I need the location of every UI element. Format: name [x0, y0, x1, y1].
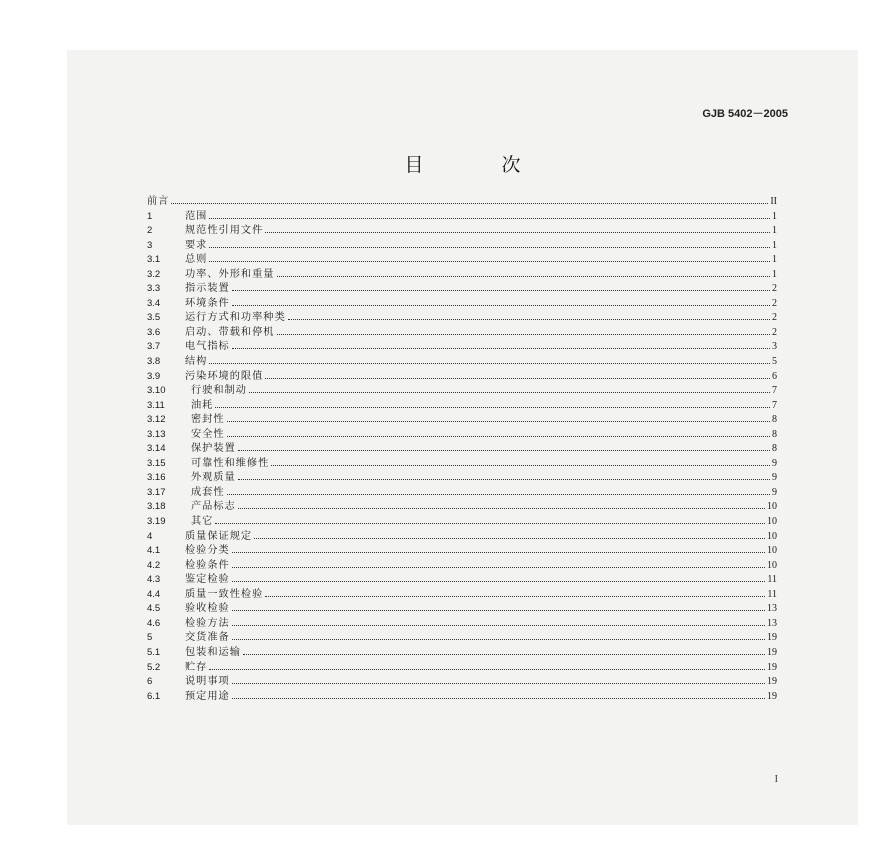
- dot-leader: [265, 378, 770, 379]
- toc-entry-label: 总则: [185, 254, 208, 266]
- toc-entry-number: 3.8: [147, 356, 161, 368]
- toc-entry-page: 8: [772, 443, 777, 455]
- page-title: 目 次: [404, 154, 557, 176]
- dot-leader: [227, 494, 770, 495]
- toc-entry: [147, 457, 777, 472]
- toc-entry-page: 19: [767, 646, 777, 658]
- toc-entry-number: 5.2: [147, 661, 161, 673]
- toc-entry-label: 检验分类: [185, 545, 230, 557]
- dot-leader: [209, 218, 770, 219]
- toc-entry-label: 交货准备: [185, 632, 230, 644]
- toc-entry: [147, 428, 777, 443]
- toc-entry-page: 10: [767, 501, 777, 513]
- toc-entry-page: 13: [767, 617, 777, 629]
- toc-entry-page: 1: [772, 239, 777, 251]
- toc-entry: [147, 282, 777, 297]
- dot-leader: [254, 538, 765, 539]
- toc-entry-label: 保护装置: [191, 443, 236, 455]
- page-number: I: [774, 774, 778, 785]
- toc-entry-label: 环境条件: [185, 297, 230, 309]
- toc-entry-number: 3.11: [147, 399, 165, 411]
- toc-entry: [147, 413, 777, 428]
- toc-entry-page: 1: [772, 254, 777, 266]
- toc-entry-number: 3.10: [147, 385, 166, 397]
- toc-entry-page: 10: [767, 516, 777, 528]
- toc-entry-page: 10: [767, 545, 777, 557]
- toc-entry-label: 预定用途: [185, 690, 230, 702]
- dot-leader: [232, 305, 770, 306]
- dot-leader: [232, 639, 765, 640]
- standard-code: GJB 5402－2005: [702, 108, 788, 120]
- toc-entry-label: 范围: [185, 210, 208, 222]
- toc-entry-page: 1: [772, 210, 777, 222]
- toc-entry-label: 运行方式和功率种类: [185, 312, 286, 324]
- toc-entry-label: 检验方法: [185, 617, 230, 629]
- toc-entry-label: 功率、外形和重量: [185, 268, 275, 280]
- toc-entry-number: 3: [147, 239, 153, 251]
- dot-leader: [171, 203, 768, 204]
- toc-entry-number: 1: [147, 210, 153, 222]
- toc-entry-number: 4.1: [147, 545, 161, 557]
- dot-leader: [232, 698, 765, 699]
- dot-leader: [227, 421, 770, 422]
- toc-entry-page: 19: [767, 661, 777, 673]
- dot-leader: [232, 567, 765, 568]
- toc-entry: [147, 559, 777, 574]
- toc-entry-page: 5: [772, 356, 777, 368]
- toc-entry-page: 2: [772, 283, 777, 295]
- dot-leader: [271, 465, 770, 466]
- toc-entry: [147, 311, 777, 326]
- toc-entry: [147, 210, 777, 225]
- dot-leader: [277, 334, 771, 335]
- toc-entry: [147, 326, 777, 341]
- toc-entry: [147, 297, 777, 312]
- dot-leader: [232, 290, 770, 291]
- toc-entry: [147, 239, 777, 254]
- toc-entry-page: 2: [772, 326, 777, 338]
- toc-entry-label: 说明事项: [185, 676, 230, 688]
- toc-entry-page: 7: [772, 399, 777, 411]
- toc-entry-label: 产品标志: [191, 501, 236, 513]
- toc-entry: [147, 544, 777, 559]
- dot-leader: [232, 581, 766, 582]
- toc-entry-number: 3.12: [147, 414, 166, 426]
- toc-entry-number: 2: [147, 225, 153, 237]
- toc-entry-number: 3.18: [147, 501, 166, 513]
- toc-entry-page: 2: [772, 297, 777, 309]
- toc-entry-label: 指示装置: [185, 283, 230, 295]
- dot-leader: [209, 363, 770, 364]
- toc-entry-number: 3.3: [147, 283, 161, 295]
- toc-entry-label: 可靠性和维修性: [191, 457, 270, 469]
- dot-leader: [209, 247, 770, 248]
- dot-leader: [232, 625, 765, 626]
- dot-leader: [238, 479, 770, 480]
- toc-entry-number: 3.17: [147, 486, 166, 498]
- toc-entry-page: 19: [767, 632, 777, 644]
- toc-entry-label: 检验条件: [185, 559, 230, 571]
- dot-leader: [243, 654, 765, 655]
- toc-entry-number: 4.2: [147, 559, 161, 571]
- toc-entry: [147, 617, 777, 632]
- toc-entry: [147, 384, 777, 399]
- toc-entry-label: 污染环境的限值: [185, 370, 264, 382]
- toc-entry-number: 4.6: [147, 617, 161, 629]
- toc-entry-number: 4.4: [147, 588, 161, 600]
- toc-entry-number: 5.1: [147, 646, 161, 658]
- toc-entry-page: 9: [772, 472, 777, 484]
- dot-leader: [209, 669, 765, 670]
- toc-entry-page: II: [770, 196, 777, 207]
- toc-entry: [147, 675, 777, 690]
- toc-entry-page: 8: [772, 428, 777, 440]
- toc-entry: [147, 515, 777, 530]
- toc-entry-number: 4.5: [147, 603, 161, 615]
- toc-entry-page: 11: [767, 574, 777, 586]
- toc-entry-number: 3.16: [147, 472, 166, 484]
- toc-entry: [147, 573, 777, 588]
- dot-leader: [265, 596, 765, 597]
- toc-entry: [147, 500, 777, 515]
- toc-entry: [147, 631, 777, 646]
- toc-entry: [147, 442, 777, 457]
- toc-entry-page: 2: [772, 312, 777, 324]
- table-of-contents: [147, 195, 777, 704]
- toc-entry-number: 3.5: [147, 312, 161, 324]
- toc-entry: [147, 268, 777, 283]
- toc-entry-number: 3.4: [147, 297, 161, 309]
- toc-entry-label: 成套性: [191, 486, 225, 498]
- toc-entry: [147, 253, 777, 268]
- toc-entry-label: 其它: [191, 516, 214, 528]
- toc-entry: [147, 340, 777, 355]
- toc-entry: [147, 486, 777, 501]
- toc-entry-label: 质量保证规定: [185, 530, 253, 542]
- toc-entry-label: 启动、带载和停机: [185, 326, 275, 338]
- toc-entry-label: 规范性引用文件: [185, 225, 264, 237]
- toc-entry-label: 行驶和制动: [191, 385, 247, 397]
- toc-entry-number: 3.9: [147, 370, 161, 382]
- toc-entry-number: 4: [147, 530, 153, 542]
- toc-entry-number: 3.6: [147, 326, 161, 338]
- toc-entry: [147, 195, 777, 210]
- toc-entry-label: 前言: [147, 196, 170, 207]
- dot-leader: [209, 261, 770, 262]
- toc-entry-label: 鉴定检验: [185, 574, 230, 586]
- toc-entry-number: 3.19: [147, 516, 166, 528]
- toc-entry: [147, 471, 777, 486]
- toc-entry-page: 8: [772, 414, 777, 426]
- toc-entry-page: 11: [767, 588, 777, 600]
- dot-leader: [227, 436, 770, 437]
- document-page: [67, 50, 858, 825]
- toc-entry-number: 3.1: [147, 254, 161, 266]
- toc-entry-label: 密封性: [191, 414, 225, 426]
- toc-entry-label: 油耗: [191, 399, 214, 411]
- toc-entry-number: 3.14: [147, 443, 166, 455]
- toc-entry-page: 19: [767, 690, 777, 702]
- toc-entry-number: 3.2: [147, 268, 161, 280]
- toc-entry-page: 6: [772, 370, 777, 382]
- dot-leader: [265, 232, 770, 233]
- toc-entry-number: 4.3: [147, 574, 161, 586]
- toc-entry: [147, 602, 777, 617]
- toc-entry-label: 安全性: [191, 428, 225, 440]
- toc-entry-page: 7: [772, 385, 777, 397]
- toc-entry-page: 10: [767, 559, 777, 571]
- toc-entry-number: 3.13: [147, 428, 166, 440]
- toc-entry-page: 1: [772, 268, 777, 280]
- toc-entry-label: 包装和运输: [185, 646, 241, 658]
- toc-entry: [147, 224, 777, 239]
- dot-leader: [215, 407, 770, 408]
- dot-leader: [238, 508, 765, 509]
- dot-leader: [277, 276, 771, 277]
- toc-entry-page: 19: [767, 676, 777, 688]
- toc-entry-number: 3.15: [147, 457, 166, 469]
- toc-entry-label: 电气指标: [185, 341, 230, 353]
- dot-leader: [232, 683, 765, 684]
- toc-entry-page: 9: [772, 457, 777, 469]
- toc-entry-page: 9: [772, 486, 777, 498]
- dot-leader: [232, 552, 765, 553]
- toc-entry-label: 贮存: [185, 661, 208, 673]
- dot-leader: [232, 348, 770, 349]
- dot-leader: [238, 450, 770, 451]
- toc-entry: [147, 355, 777, 370]
- toc-entry-page: 1: [772, 225, 777, 237]
- toc-entry: [147, 588, 777, 603]
- toc-entry-page: 10: [767, 530, 777, 542]
- toc-entry-number: 5: [147, 632, 153, 644]
- dot-leader: [288, 319, 770, 320]
- toc-entry-number: 3.7: [147, 341, 161, 353]
- toc-entry-label: 质量一致性检验: [185, 588, 264, 600]
- toc-entry-label: 外观质量: [191, 472, 236, 484]
- toc-entry-label: 验收检验: [185, 603, 230, 615]
- toc-entry-number: 6: [147, 676, 153, 688]
- toc-entry: [147, 661, 777, 676]
- toc-entry: [147, 370, 777, 385]
- toc-entry: [147, 690, 777, 705]
- dot-leader: [215, 523, 765, 524]
- toc-entry-number: 6.1: [147, 690, 161, 702]
- dot-leader: [249, 392, 770, 393]
- toc-entry-page: 13: [767, 603, 777, 615]
- toc-entry: [147, 530, 777, 545]
- toc-entry: [147, 399, 777, 414]
- dot-leader: [232, 610, 765, 611]
- toc-entry-page: 3: [772, 341, 777, 353]
- toc-entry-label: 结构: [185, 356, 208, 368]
- toc-entry-label: 要求: [185, 239, 208, 251]
- toc-entry: [147, 646, 777, 661]
